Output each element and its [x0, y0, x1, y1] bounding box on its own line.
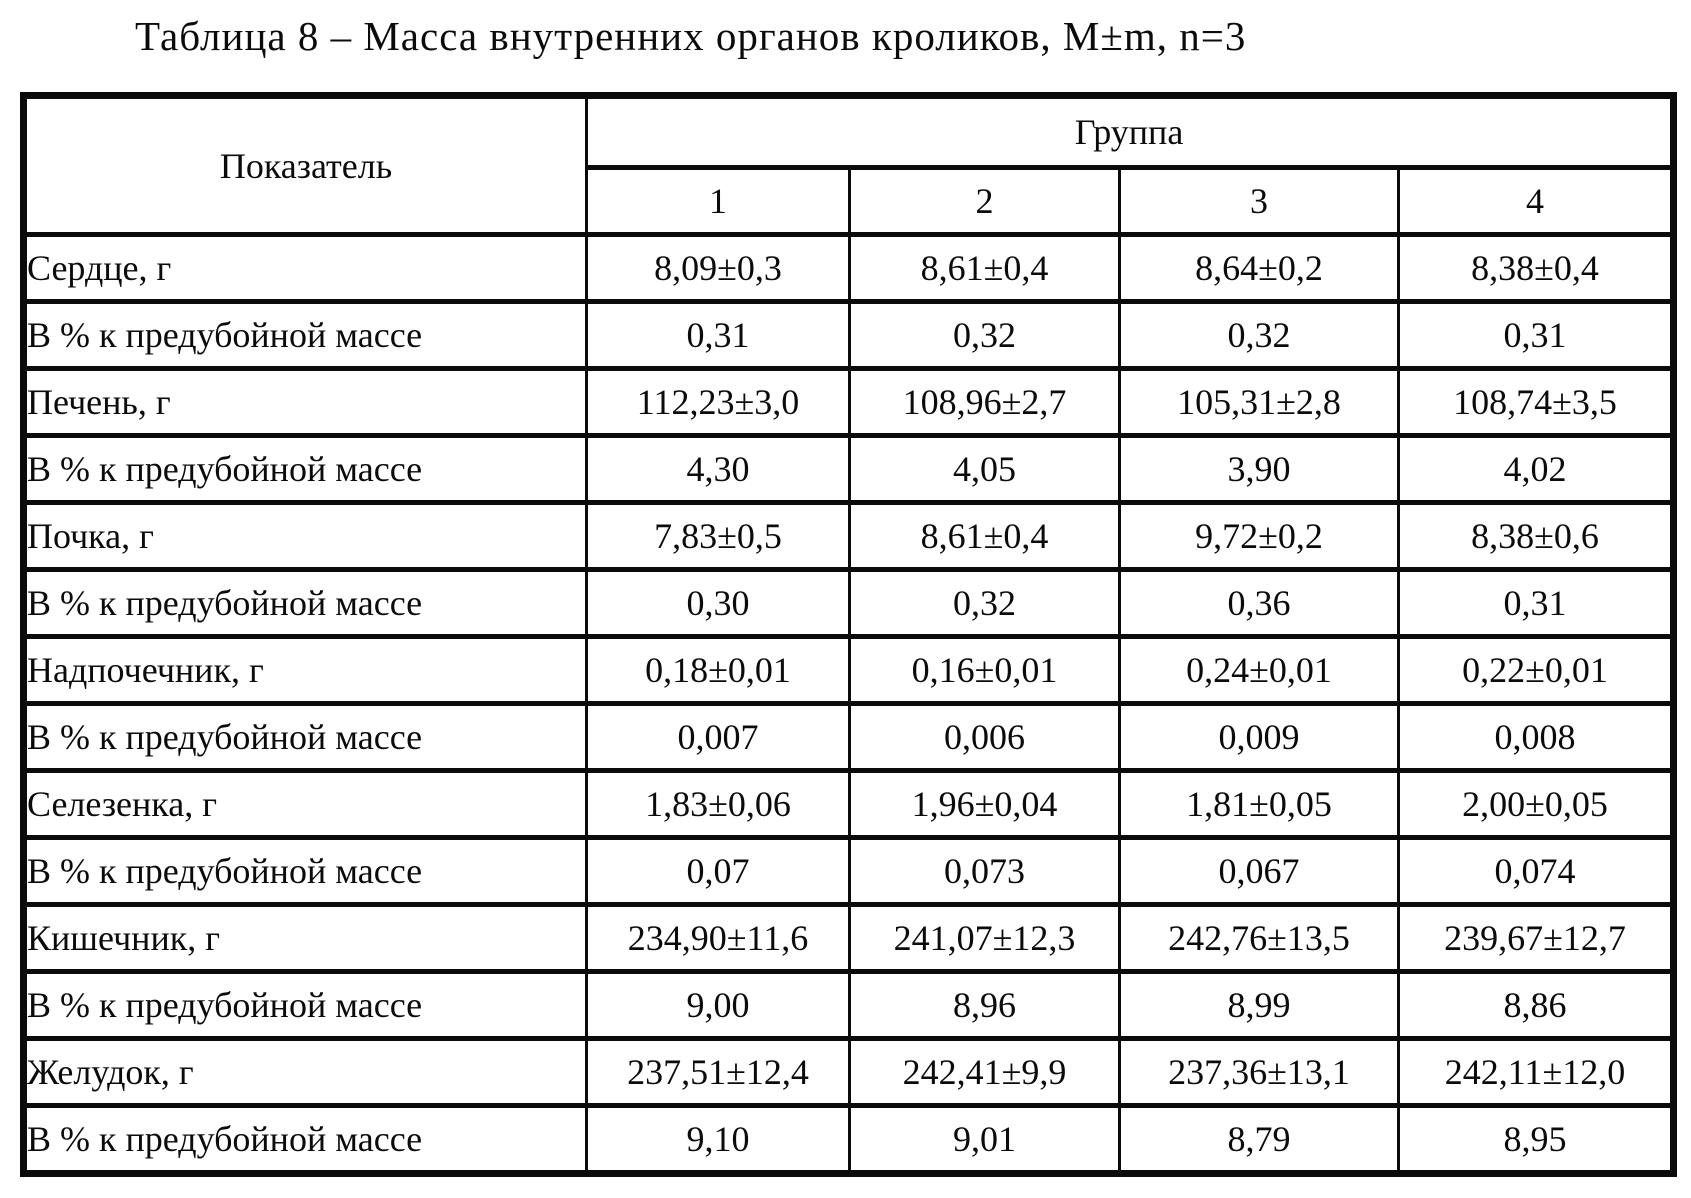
value-cell: 8,99 — [1120, 972, 1399, 1039]
value-cell: 9,72±0,2 — [1120, 503, 1399, 570]
value-cell: 1,81±0,05 — [1120, 771, 1399, 838]
value-cell: 1,83±0,06 — [587, 771, 850, 838]
organ-mass-table — [20, 92, 1677, 1177]
value-cell: 3,90 — [1120, 436, 1399, 503]
row-label: Желудок, г — [24, 1039, 587, 1106]
value-cell: 4,05 — [850, 436, 1120, 503]
row-label: Сердце, г — [24, 235, 587, 302]
value-cell: 242,11±12,0 — [1399, 1039, 1674, 1106]
column-header-group-1: 1 — [587, 168, 850, 235]
value-cell: 8,96 — [850, 972, 1120, 1039]
value-cell: 8,86 — [1399, 972, 1674, 1039]
value-cell: 0,073 — [850, 838, 1120, 905]
value-cell: 0,074 — [1399, 838, 1674, 905]
value-cell: 241,07±12,3 — [850, 905, 1120, 972]
column-header-group-3: 3 — [1120, 168, 1399, 235]
table-row — [24, 771, 1674, 838]
table-row — [24, 436, 1674, 503]
value-cell: 9,10 — [587, 1106, 850, 1174]
column-header-indicator: Показатель — [24, 96, 587, 235]
value-cell: 4,02 — [1399, 436, 1674, 503]
table-title: Таблица 8 – Масса внутренних органов кроликов, M±m, n=3 — [135, 13, 1247, 59]
value-cell: 0,16±0,01 — [850, 637, 1120, 704]
table-header — [24, 96, 1674, 235]
value-cell: 1,96±0,04 — [850, 771, 1120, 838]
table-row — [24, 838, 1674, 905]
table-row — [24, 704, 1674, 771]
value-cell: 8,95 — [1399, 1106, 1674, 1174]
value-cell: 0,22±0,01 — [1399, 637, 1674, 704]
value-cell: 7,83±0,5 — [587, 503, 850, 570]
row-label: Надпочечник, г — [24, 637, 587, 704]
table-row — [24, 637, 1674, 704]
table-row — [24, 1106, 1674, 1174]
table-row — [24, 235, 1674, 302]
table-body — [24, 235, 1674, 1174]
value-cell: 8,38±0,6 — [1399, 503, 1674, 570]
value-cell: 108,74±3,5 — [1399, 369, 1674, 436]
value-cell: 105,31±2,8 — [1120, 369, 1399, 436]
value-cell: 237,36±13,1 — [1120, 1039, 1399, 1106]
row-label: Селезенка, г — [24, 771, 587, 838]
row-label: В % к предубойной массе — [24, 704, 587, 771]
value-cell: 8,79 — [1120, 1106, 1399, 1174]
value-cell: 9,00 — [587, 972, 850, 1039]
row-label: В % к предубойной массе — [24, 1106, 587, 1174]
value-cell: 0,007 — [587, 704, 850, 771]
value-cell: 108,96±2,7 — [850, 369, 1120, 436]
value-cell: 112,23±3,0 — [587, 369, 850, 436]
row-label: В % к предубойной массе — [24, 436, 587, 503]
table-row — [24, 905, 1674, 972]
value-cell: 0,006 — [850, 704, 1120, 771]
value-cell: 242,41±9,9 — [850, 1039, 1120, 1106]
value-cell: 8,09±0,3 — [587, 235, 850, 302]
value-cell: 0,30 — [587, 570, 850, 637]
value-cell: 234,90±11,6 — [587, 905, 850, 972]
value-cell: 0,31 — [1399, 570, 1674, 637]
value-cell: 0,32 — [1120, 302, 1399, 369]
column-header-group: Группа — [587, 96, 1674, 168]
value-cell: 0,36 — [1120, 570, 1399, 637]
value-cell: 8,61±0,4 — [850, 235, 1120, 302]
value-cell: 4,30 — [587, 436, 850, 503]
value-cell: 0,32 — [850, 570, 1120, 637]
row-label: Почка, г — [24, 503, 587, 570]
row-label: В % к предубойной массе — [24, 838, 587, 905]
header-row-group — [24, 96, 1674, 168]
value-cell: 8,64±0,2 — [1120, 235, 1399, 302]
row-label: Кишечник, г — [24, 905, 587, 972]
value-cell: 9,01 — [850, 1106, 1120, 1174]
value-cell: 0,31 — [1399, 302, 1674, 369]
value-cell: 0,18±0,01 — [587, 637, 850, 704]
value-cell: 0,24±0,01 — [1120, 637, 1399, 704]
table-row — [24, 972, 1674, 1039]
table-row — [24, 1039, 1674, 1106]
value-cell: 8,61±0,4 — [850, 503, 1120, 570]
value-cell: 242,76±13,5 — [1120, 905, 1399, 972]
table-row — [24, 369, 1674, 436]
value-cell: 8,38±0,4 — [1399, 235, 1674, 302]
row-label: В % к предубойной массе — [24, 302, 587, 369]
table-row — [24, 503, 1674, 570]
value-cell: 0,32 — [850, 302, 1120, 369]
table-row — [24, 302, 1674, 369]
value-cell: 0,07 — [587, 838, 850, 905]
value-cell: 239,67±12,7 — [1399, 905, 1674, 972]
column-header-group-2: 2 — [850, 168, 1120, 235]
value-cell: 237,51±12,4 — [587, 1039, 850, 1106]
value-cell: 2,00±0,05 — [1399, 771, 1674, 838]
value-cell: 0,008 — [1399, 704, 1674, 771]
table-row — [24, 570, 1674, 637]
value-cell: 0,31 — [587, 302, 850, 369]
value-cell: 0,009 — [1120, 704, 1399, 771]
row-label: В % к предубойной массе — [24, 570, 587, 637]
row-label: В % к предубойной массе — [24, 972, 587, 1039]
column-header-group-4: 4 — [1399, 168, 1674, 235]
row-label: Печень, г — [24, 369, 587, 436]
value-cell: 0,067 — [1120, 838, 1399, 905]
